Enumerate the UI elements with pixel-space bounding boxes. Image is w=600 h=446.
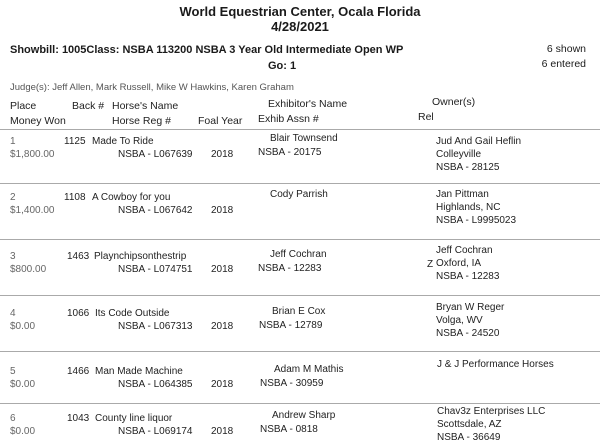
- entry-foal-year: 2018: [211, 379, 234, 390]
- venue-title: World Equestrian Center, Ocala Florida: [179, 4, 421, 19]
- col-exhibitor-name: Exhibitor's Name: [268, 98, 348, 110]
- entry-foal-year: 2018: [211, 426, 234, 437]
- table-row: [0, 187, 600, 243]
- col-money-won: Money Won: [10, 115, 66, 127]
- entry-owner-name: J & J Performance Horses: [437, 359, 554, 370]
- entry-owner-assn: NSBA - 24520: [436, 328, 500, 339]
- entry-foal-year: 2018: [211, 149, 234, 160]
- entry-horse-name: Man Made Machine: [95, 366, 183, 377]
- col-rel: Rel: [418, 111, 434, 123]
- entry-exhibitor: Andrew Sharp: [272, 410, 336, 421]
- entry-owner-location: Colleyville: [436, 149, 482, 160]
- entry-place: 2: [10, 192, 16, 203]
- entry-foal-year: 2018: [211, 264, 234, 275]
- entry-horse-name: Made To Ride: [92, 136, 154, 147]
- entry-horse-reg: NSBA - L067639: [118, 149, 193, 160]
- entry-exhibitor: Brian E Cox: [272, 306, 326, 317]
- entry-exhib-assn: NSBA - 20175: [258, 147, 322, 158]
- table-row: [0, 299, 600, 355]
- entry-owner-assn: NSBA - 12283: [436, 271, 500, 282]
- row-divider: [0, 239, 600, 240]
- entry-horse-reg: NSBA - L074751: [118, 264, 193, 275]
- entry-owner-assn: NSBA - 28125: [436, 162, 500, 173]
- entry-place: 5: [10, 366, 16, 377]
- col-exhib-assn: Exhib Assn #: [258, 113, 319, 125]
- entry-owner-location: Oxford, IA: [436, 258, 482, 269]
- entry-exhib-assn: NSBA - 30959: [260, 378, 324, 389]
- col-place: Place: [10, 100, 37, 112]
- entry-place: 6: [10, 413, 16, 424]
- entry-owner-location: Volga, WV: [436, 315, 483, 326]
- entry-horse-reg: NSBA - L067642: [118, 205, 193, 216]
- entry-rel: Z: [427, 259, 434, 270]
- col-horse-name: Horse's Name: [112, 100, 179, 112]
- entry-owner-location: Highlands, NC: [436, 202, 501, 213]
- entry-owner-assn: NSBA - L9995023: [436, 215, 517, 226]
- entry-owner-name: Jan Pittman: [436, 189, 489, 200]
- entry-back-number: 1466: [67, 366, 90, 377]
- entry-exhib-assn: NSBA - 12283: [258, 263, 322, 274]
- entered-count: 6 entered: [541, 58, 586, 70]
- entry-exhib-assn: NSBA - 12789: [259, 320, 323, 331]
- entry-exhibitor: Cody Parrish: [270, 189, 328, 200]
- entry-horse-name: Playnchipsonthestrip: [94, 251, 187, 262]
- row-divider: [0, 183, 600, 184]
- entry-horse-name: A Cowboy for you: [92, 192, 171, 203]
- shown-count: 6 shown: [546, 43, 586, 55]
- entry-horse-reg: NSBA - L064385: [118, 379, 193, 390]
- row-divider: [0, 295, 600, 296]
- entry-money: $0.00: [10, 321, 36, 332]
- col-foal-year: Foal Year: [198, 115, 243, 127]
- col-horse-reg: Horse Reg #: [112, 115, 171, 127]
- entry-horse-reg: NSBA - L067313: [118, 321, 193, 332]
- judges-list: Judge(s): Jeff Allen, Mark Russell, Mike W Hawkins, Karen Graham: [10, 82, 294, 93]
- showbill-class: Showbill: 1005Class: NSBA 113200 NSBA 3 Year Old Intermediate Open WP: [10, 44, 404, 56]
- entry-back-number: 1066: [67, 308, 90, 319]
- entry-exhibitor: Jeff Cochran: [270, 249, 327, 260]
- header-divider: [0, 129, 600, 130]
- entry-horse-name: Its Code Outside: [95, 308, 170, 319]
- table-row: [0, 406, 600, 446]
- entry-money: $1,800.00: [10, 149, 55, 160]
- entry-money: $800.00: [10, 264, 47, 275]
- entry-horse-reg: NSBA - L069174: [118, 426, 193, 437]
- entry-horse-name: County line liquor: [95, 413, 173, 424]
- entry-exhib-assn: NSBA - 0818: [260, 424, 318, 435]
- entry-place: 1: [10, 136, 16, 147]
- entry-owner-name: Bryan W Reger: [436, 302, 505, 313]
- entry-money: $1,400.00: [10, 205, 55, 216]
- entry-back-number: 1125: [64, 136, 86, 147]
- entry-back-number: 1463: [67, 251, 90, 262]
- entry-money: $0.00: [10, 379, 36, 390]
- entry-money: $0.00: [10, 426, 36, 437]
- entry-foal-year: 2018: [211, 205, 234, 216]
- col-owners: Owner(s): [432, 96, 476, 108]
- entry-exhibitor: Blair Townsend: [270, 133, 338, 144]
- entry-place: 3: [10, 251, 16, 262]
- col-back-number: Back #: [72, 100, 105, 112]
- row-divider: [0, 351, 600, 352]
- row-divider: [0, 403, 600, 404]
- entry-owner-name: Jeff Cochran: [436, 245, 493, 256]
- entry-owner-name: Chav3z Enterprises LLC: [437, 406, 546, 417]
- entry-owner-assn: NSBA - 36649: [437, 432, 501, 443]
- entry-exhibitor: Adam M Mathis: [274, 364, 344, 375]
- table-row: [0, 243, 600, 299]
- entry-place: 4: [10, 308, 16, 319]
- entry-foal-year: 2018: [211, 321, 234, 332]
- entry-back-number: 1108: [64, 192, 86, 203]
- event-date: 4/28/2021: [271, 19, 329, 34]
- entry-owner-location: Scottsdale, AZ: [437, 419, 502, 430]
- go-number: Go: 1: [268, 60, 297, 72]
- entry-owner-name: Jud And Gail Heflin: [436, 136, 522, 147]
- table-row: [0, 131, 600, 187]
- entry-back-number: 1043: [67, 413, 90, 424]
